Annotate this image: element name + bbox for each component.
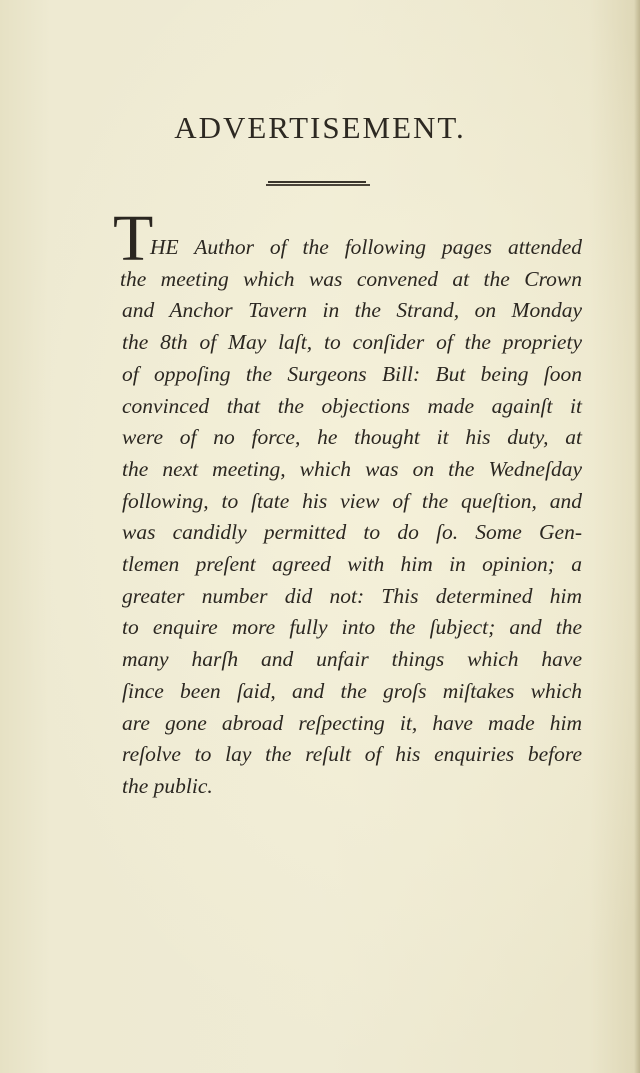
body-line: the public. bbox=[122, 773, 213, 798]
page-edge-shadow bbox=[634, 0, 640, 1073]
body-line: the 8th of May laſt, to conſider of the propriety bbox=[122, 330, 582, 355]
body-line: ſince been ſaid, and the groſs miſtakes which bbox=[122, 678, 582, 703]
page-heading: ADVERTISEMENT. bbox=[174, 110, 466, 145]
body-line: many harſh and unfair things which have bbox=[122, 647, 582, 672]
body-line bbox=[122, 232, 582, 264]
drop-cap: T bbox=[113, 202, 154, 275]
advertisement-body bbox=[122, 232, 582, 803]
body-line: are gone abroad reſpecting it, have made him bbox=[122, 710, 582, 735]
body-line: was candidly permitted to do ſo. Some Gen- bbox=[122, 520, 582, 545]
body-line: tlemen preſent agreed with him in opinion; a bbox=[122, 552, 582, 577]
heading-rule-ornament bbox=[266, 181, 370, 187]
body-line: of oppoſing the Surgeons Bill: But being ſoon bbox=[122, 361, 582, 386]
body-line: convinced that the objections made againſt it bbox=[122, 393, 582, 418]
body-line: were of no force, he thought it his duty, at bbox=[122, 425, 582, 450]
body-line: to enquire more fully into the ſubject; and the bbox=[122, 615, 582, 640]
body-line: following, to ſtate his view of the queſtion, and bbox=[122, 488, 582, 513]
body-line: the meeting which was convened at the Crown bbox=[120, 266, 582, 291]
body-line: reſolve to lay the reſult of his enquiries before bbox=[122, 742, 582, 767]
first-word-rest: HE bbox=[150, 235, 179, 259]
body-line: the next meeting, which was on the Wedneſday bbox=[122, 456, 582, 481]
body-line: and Anchor Tavern in the Strand, on Monday bbox=[122, 298, 582, 323]
body-line: greater number did not: This determined him bbox=[122, 583, 582, 608]
body-line-text: Author of the following pages attended bbox=[194, 235, 582, 259]
